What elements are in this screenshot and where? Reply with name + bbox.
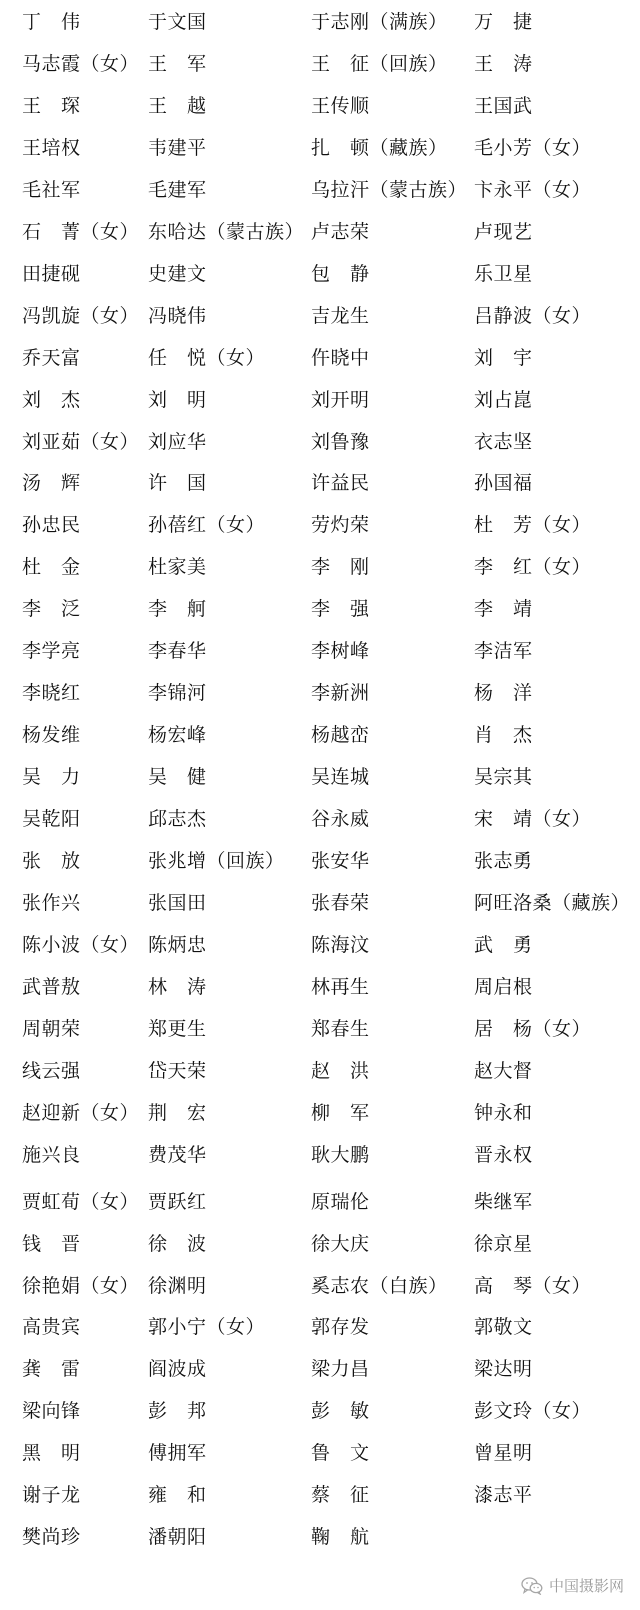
member-name: 线云强 (22, 1059, 81, 1082)
member-name: 乌拉汗（蒙古族） (311, 178, 468, 201)
member-name: 潘朝阳 (148, 1526, 207, 1549)
watermark-text: 中国摄影网 (548, 1577, 624, 1595)
member-name: 武 勇 (474, 933, 533, 956)
member-name: 彭 敏 (311, 1400, 370, 1423)
name-row (0, 43, 640, 85)
member-name: 卞永平（女） (474, 178, 592, 201)
name-row (0, 966, 640, 1008)
wechat-icon (521, 1577, 543, 1595)
member-name: 岱天荣 (148, 1059, 207, 1082)
member-name: 许益民 (311, 472, 370, 495)
member-name: 林再生 (311, 975, 370, 998)
member-name: 刘 明 (148, 388, 207, 411)
name-row (0, 337, 640, 379)
member-name: 汤 辉 (22, 472, 81, 495)
member-name: 于文国 (148, 11, 207, 33)
member-name: 高贵宾 (22, 1316, 81, 1339)
member-name: 毛社军 (22, 178, 81, 201)
member-name: 阿旺洛桑（藏族） (474, 891, 631, 914)
member-name: 李新洲 (311, 682, 370, 705)
member-name: 杜 芳（女） (474, 514, 592, 537)
member-name: 赵迎新（女） (22, 1101, 140, 1124)
member-name: 柳 军 (311, 1101, 370, 1124)
member-name: 石 菁（女） (22, 220, 140, 243)
name-row (0, 588, 640, 630)
member-name: 徐大庆 (311, 1232, 370, 1255)
member-name: 吕静波（女） (474, 304, 592, 327)
member-name: 林 涛 (148, 975, 207, 998)
member-name: 钟永和 (474, 1101, 533, 1124)
member-name: 徐艳娟（女） (22, 1274, 140, 1297)
member-name: 赵 洪 (311, 1059, 370, 1082)
name-row (0, 630, 640, 672)
member-name: 韦建平 (148, 136, 207, 159)
name-row (0, 1223, 640, 1265)
member-name: 郭存发 (311, 1316, 370, 1339)
member-name: 任 悦（女） (148, 346, 266, 369)
member-name: 郑更生 (148, 1017, 207, 1040)
member-name: 刘亚茹（女） (22, 430, 140, 453)
name-row (0, 756, 640, 798)
member-name: 居 杨（女） (474, 1017, 592, 1040)
member-name: 杨越峦 (311, 724, 370, 747)
name-row (0, 462, 640, 504)
member-name: 乔天富 (22, 346, 81, 369)
member-name: 李学亮 (22, 640, 81, 663)
member-name: 赵大督 (474, 1059, 533, 1082)
member-name: 毛建军 (148, 178, 207, 201)
member-name: 孙蓓红（女） (148, 514, 266, 537)
member-name: 晋永权 (474, 1143, 533, 1166)
member-name: 龚 雷 (22, 1358, 81, 1381)
member-name: 李 泛 (22, 598, 81, 621)
member-name: 乐卫星 (474, 262, 533, 285)
member-name: 刘 宇 (474, 346, 533, 369)
member-name: 王培权 (22, 136, 81, 159)
member-name: 李春华 (148, 640, 207, 663)
member-name: 王 军 (148, 52, 207, 75)
name-row (0, 1092, 640, 1134)
name-row (0, 295, 640, 337)
member-name: 卢志荣 (311, 220, 370, 243)
member-name: 杜 金 (22, 556, 81, 579)
member-name: 张春荣 (311, 891, 370, 914)
member-name: 仵晓中 (311, 346, 370, 369)
name-row (0, 1390, 640, 1432)
member-name: 费茂华 (148, 1143, 207, 1166)
member-name: 贾虹荀（女） (22, 1190, 140, 1213)
name-row (0, 1134, 640, 1176)
member-name: 孙忠民 (22, 514, 81, 537)
member-name: 王 征（回族） (311, 52, 448, 75)
member-name: 孙国福 (474, 472, 533, 495)
member-name: 梁达明 (474, 1358, 533, 1381)
member-name: 扎 顿（藏族） (311, 136, 448, 159)
member-name: 曾星明 (474, 1442, 533, 1465)
member-name: 刘占崑 (474, 388, 533, 411)
watermark (521, 1575, 624, 1596)
member-name: 周朝荣 (22, 1017, 81, 1040)
member-name: 傅拥军 (148, 1442, 207, 1465)
member-name: 郭敬文 (474, 1316, 533, 1339)
member-name: 王 越 (148, 94, 207, 117)
member-name: 李 靖 (474, 598, 533, 621)
member-name: 丁 伟 (22, 11, 81, 33)
member-name: 李锦河 (148, 682, 207, 705)
member-name: 刘鲁豫 (311, 430, 370, 453)
member-name: 李 红（女） (474, 556, 592, 579)
name-row (0, 1008, 640, 1050)
name-row (0, 672, 640, 714)
member-name: 柴继军 (474, 1190, 533, 1213)
member-name: 徐渊明 (148, 1274, 207, 1297)
member-name: 雍 和 (148, 1484, 207, 1507)
member-name: 李 舸 (148, 598, 207, 621)
member-name: 肖 杰 (474, 724, 533, 747)
member-name: 冯晓伟 (148, 304, 207, 327)
member-name: 史建文 (148, 262, 207, 285)
member-name: 张志勇 (474, 850, 533, 872)
name-row (0, 882, 640, 924)
name-row (0, 714, 640, 756)
member-name: 吴宗其 (474, 766, 533, 789)
member-name: 包 静 (311, 262, 370, 285)
member-name: 高 琴（女） (474, 1274, 592, 1297)
member-name: 王国武 (474, 94, 533, 117)
member-name: 吴 力 (22, 766, 81, 789)
member-name: 杨发维 (22, 724, 81, 747)
name-row (0, 798, 640, 840)
name-row (0, 1306, 640, 1348)
name-row (0, 504, 640, 546)
member-name: 鞠 航 (311, 1526, 370, 1549)
member-name: 杨 洋 (474, 682, 533, 705)
member-name: 谢子龙 (22, 1484, 81, 1507)
member-name: 张 放 (22, 850, 81, 872)
member-name: 梁向锋 (22, 1400, 81, 1423)
name-row (0, 169, 640, 211)
member-name: 梁力昌 (311, 1358, 370, 1381)
member-name: 王 涛 (474, 52, 533, 75)
member-name: 彭文玲（女） (474, 1400, 592, 1423)
name-row (0, 1265, 640, 1307)
member-name: 樊尚珍 (22, 1526, 81, 1549)
member-name: 毛小芳（女） (474, 136, 592, 159)
member-name: 漆志平 (474, 1484, 533, 1507)
member-name: 彭 邦 (148, 1400, 207, 1423)
member-name: 许 国 (148, 472, 207, 495)
member-name: 张兆增（回族） (148, 850, 285, 872)
name-row (0, 1432, 640, 1474)
member-name: 王传顺 (311, 94, 370, 117)
name-row (0, 379, 640, 421)
member-name: 张作兴 (22, 891, 81, 914)
member-name: 万 捷 (474, 11, 533, 33)
member-name: 马志霞（女） (22, 52, 140, 75)
member-name: 徐 波 (148, 1232, 207, 1255)
member-name: 刘 杰 (22, 388, 81, 411)
member-name: 杨宏峰 (148, 724, 207, 747)
member-name: 陈小波（女） (22, 933, 140, 956)
member-name: 吴 健 (148, 766, 207, 789)
member-name: 陈海汶 (311, 933, 370, 956)
member-name: 鲁 文 (311, 1442, 370, 1465)
member-name: 刘开明 (311, 388, 370, 411)
member-name: 田捷砚 (22, 262, 81, 285)
member-name: 原瑞伦 (311, 1190, 370, 1213)
name-row (0, 1348, 640, 1390)
member-name: 张国田 (148, 891, 207, 914)
member-name: 谷永威 (311, 808, 370, 831)
member-name: 耿大鹏 (311, 1143, 370, 1166)
member-name: 李晓红 (22, 682, 81, 705)
member-name: 荆 宏 (148, 1101, 207, 1124)
member-name: 蔡 征 (311, 1484, 370, 1507)
name-row (0, 1, 640, 43)
member-name: 劳灼荣 (311, 514, 370, 537)
member-name: 吴乾阳 (22, 808, 81, 831)
member-name: 钱 晋 (22, 1232, 81, 1255)
member-name: 李树峰 (311, 640, 370, 663)
member-name: 李 强 (311, 598, 370, 621)
name-row (0, 840, 640, 882)
member-name: 刘应华 (148, 430, 207, 453)
member-name: 奚志农（白族） (311, 1274, 448, 1297)
name-row (0, 85, 640, 127)
member-name: 吴连城 (311, 766, 370, 789)
member-name: 张安华 (311, 850, 370, 872)
name-row (0, 127, 640, 169)
member-name: 卢现艺 (474, 220, 533, 243)
member-name: 衣志坚 (474, 430, 533, 453)
member-name: 邱志杰 (148, 808, 207, 831)
member-name: 于志刚（满族） (311, 11, 448, 33)
member-name: 黑 明 (22, 1442, 81, 1465)
member-name: 王 琛 (22, 94, 81, 117)
member-name: 贾跃红 (148, 1190, 207, 1213)
name-row (0, 1474, 640, 1516)
member-name: 李洁军 (474, 640, 533, 663)
member-name: 周启根 (474, 975, 533, 998)
name-row (0, 211, 640, 253)
member-name: 吉龙生 (311, 304, 370, 327)
member-name: 李 刚 (311, 556, 370, 579)
name-row (0, 1050, 640, 1092)
name-row (0, 1181, 640, 1223)
member-name: 郑春生 (311, 1017, 370, 1040)
name-row (0, 924, 640, 966)
name-row (0, 1516, 640, 1558)
name-row (0, 546, 640, 588)
member-name: 阎波成 (148, 1358, 207, 1381)
member-name: 徐京星 (474, 1232, 533, 1255)
name-row (0, 421, 640, 463)
member-name: 武普敖 (22, 975, 81, 998)
member-name: 冯凯旋（女） (22, 304, 140, 327)
member-name: 宋 靖（女） (474, 808, 592, 831)
member-name: 陈炳忠 (148, 933, 207, 956)
member-name: 郭小宁（女） (148, 1316, 266, 1339)
member-name: 杜家美 (148, 556, 207, 579)
name-row (0, 253, 640, 295)
member-name: 东哈达（蒙古族） (148, 220, 305, 243)
member-name: 施兴良 (22, 1143, 81, 1166)
